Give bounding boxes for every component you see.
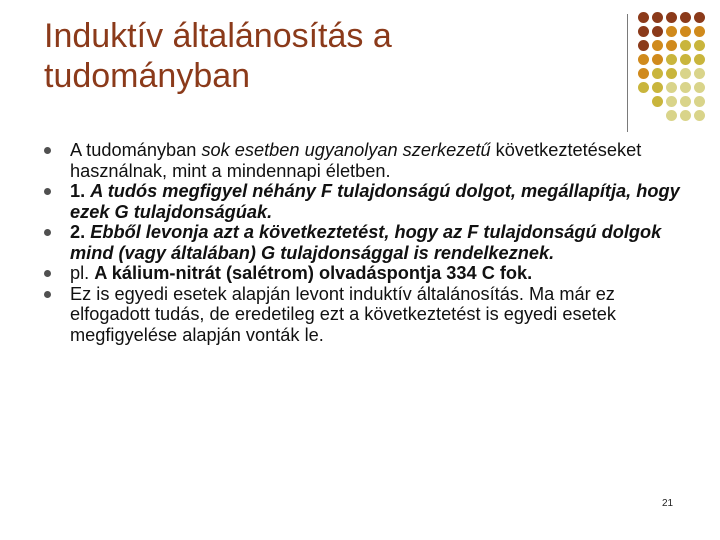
decorative-dot	[680, 54, 691, 65]
decorative-dot	[694, 40, 705, 51]
decorative-dot	[694, 82, 705, 93]
decorative-dot	[694, 110, 705, 121]
bullet-emphasis: sok esetben ugyanolyan szerkezetű	[201, 140, 491, 160]
title-line-2: tudományban	[44, 57, 251, 95]
decorative-dot	[680, 12, 691, 23]
decorative-dot	[666, 82, 677, 93]
bullet-number: 1.	[70, 181, 91, 201]
decorative-dot	[666, 68, 677, 79]
decorative-dot	[694, 26, 705, 37]
decorative-dot	[680, 96, 691, 107]
decorative-dot	[666, 26, 677, 37]
bullet-icon	[44, 229, 51, 236]
decorative-dot	[638, 68, 649, 79]
bullet-item	[44, 140, 694, 181]
decorative-dot	[680, 40, 691, 51]
bullet-icon	[44, 270, 51, 277]
decorative-dot	[638, 96, 649, 107]
decorative-dot	[652, 96, 663, 107]
bullet-item	[44, 263, 694, 284]
decorative-dot	[652, 68, 663, 79]
decorative-dot	[638, 110, 649, 121]
bullet-icon	[44, 147, 51, 154]
bullet-number: 2.	[70, 222, 91, 242]
decorative-dot	[694, 68, 705, 79]
decorative-dot	[638, 26, 649, 37]
decorative-dot	[680, 110, 691, 121]
bullet-item	[44, 284, 694, 346]
decorative-dot	[638, 40, 649, 51]
bullet-text: Ez is egyedi esetek alapján levont induktív általánosítás. Ma már ez elfogadott tudás, de eredetileg ezt a következtetést is egyedi esetek megfigyelése alapján vonták le.	[70, 283, 616, 345]
slide-title	[44, 16, 604, 96]
bullet-icon	[44, 188, 51, 195]
decorative-dot	[652, 26, 663, 37]
decorative-dot	[652, 12, 663, 23]
decorative-dot	[638, 54, 649, 65]
bullet-icon	[44, 291, 51, 298]
decorative-dot	[638, 12, 649, 23]
decorative-dot	[694, 12, 705, 23]
decorative-dot	[680, 82, 691, 93]
title-line-1: Induktív általánosítás a	[44, 17, 392, 55]
bullet-text: A tudományban	[70, 140, 202, 160]
bullet-item	[44, 181, 694, 222]
decorative-dot	[666, 40, 677, 51]
divider-line	[627, 14, 628, 132]
decorative-dot	[652, 110, 663, 121]
bullet-item	[44, 222, 694, 263]
decorative-dot	[652, 40, 663, 51]
bullet-emphasis: A kálium-nitrát (salétrom) olvadáspontja 334 C fok.	[94, 263, 533, 283]
decorative-dot	[666, 54, 677, 65]
bullet-list	[44, 140, 694, 345]
decorative-dot	[694, 96, 705, 107]
decorative-dot	[694, 54, 705, 65]
decorative-dot-grid	[638, 12, 705, 121]
decorative-dot	[666, 96, 677, 107]
decorative-dot	[680, 68, 691, 79]
bullet-text: következtetéseket használnak, mint a mindennapi életben.	[70, 140, 642, 181]
decorative-dot	[652, 82, 663, 93]
bullet-text: pl.	[70, 263, 95, 283]
decorative-dot	[666, 12, 677, 23]
decorative-dot	[680, 26, 691, 37]
decorative-dot	[652, 54, 663, 65]
bullet-emphasis: Ebből levonja azt a következtetést, hogy az F tulajdonságú dolgok mind (vagy általában) G tulajdonsággal is rendelkeznek.	[70, 222, 662, 263]
bullet-emphasis: A tudós megfigyel néhány F tulajdonságú dolgot, megállapítja, hogy ezek G tulajdonságúak.	[70, 181, 680, 222]
decorative-dot	[666, 110, 677, 121]
page-number: 21	[662, 498, 674, 509]
decorative-dot	[638, 82, 649, 93]
